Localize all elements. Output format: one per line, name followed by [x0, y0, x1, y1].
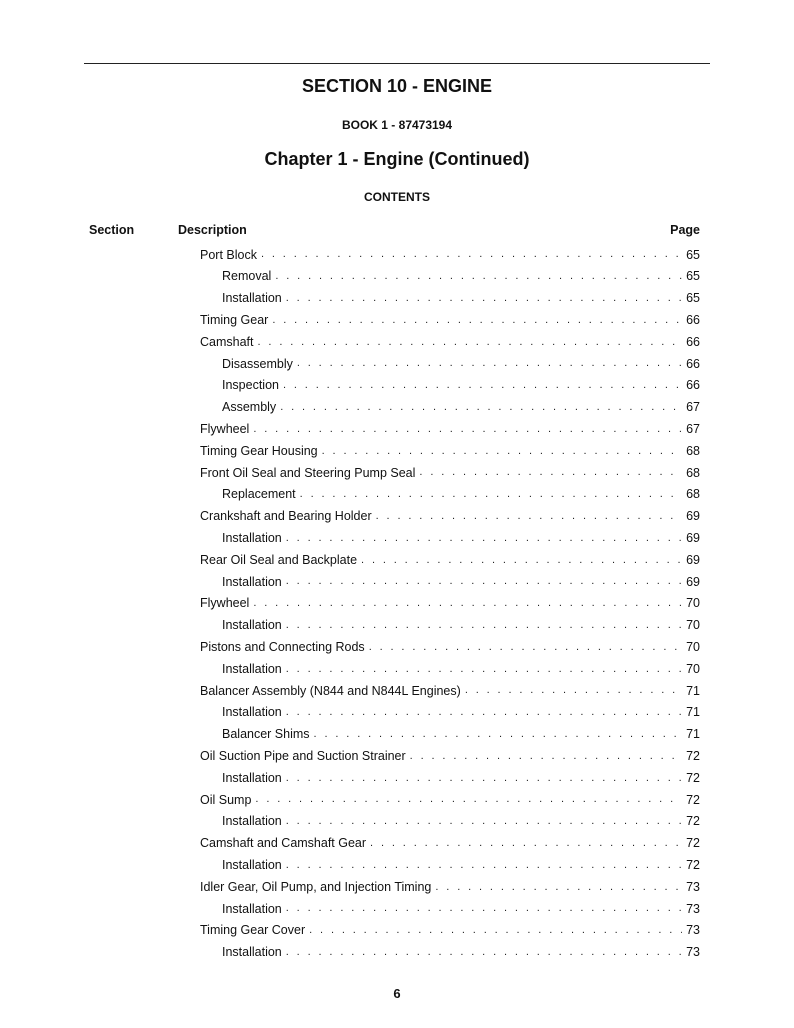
dot-leader: [280, 402, 682, 413]
toc-entry-page: 72: [686, 792, 700, 807]
dot-leader: [286, 860, 682, 871]
toc-entry-title: Crankshaft and Bearing Holder: [200, 509, 372, 524]
toc-entry: [200, 244, 700, 266]
toc-entry: [222, 724, 700, 746]
toc-entry-title: Port Block: [200, 247, 257, 262]
toc-entry-page: 70: [686, 661, 700, 676]
dot-leader: [286, 773, 682, 784]
toc-entry-title: Rear Oil Seal and Backplate: [200, 552, 358, 567]
toc-entry-title: Installation: [222, 661, 282, 676]
toc-entry-page: 71: [686, 705, 700, 720]
toc-entry: [222, 658, 700, 680]
column-header-page: Page: [670, 223, 700, 237]
toc-entry-title: Oil Suction Pipe and Suction Strainer: [200, 748, 406, 763]
toc-entry-page: 72: [686, 770, 700, 785]
top-rule: [84, 63, 710, 64]
toc-entry-title: Front Oil Seal and Steering Pump Seal: [200, 465, 416, 480]
dot-leader: [314, 729, 683, 740]
toc-entry: [200, 331, 700, 353]
toc-entry-page: 65: [686, 247, 700, 262]
table-of-contents: [0, 244, 794, 963]
toc-entry: [222, 527, 700, 549]
chapter-title: Chapter 1 - Engine (Continued): [264, 149, 530, 169]
toc-entry: [222, 375, 700, 397]
dot-leader: [275, 271, 682, 282]
dot-leader: [286, 947, 682, 958]
toc-entry-page: 71: [686, 683, 700, 698]
toc-entry-page: 70: [686, 596, 700, 611]
toc-entry-title: Installation: [222, 814, 282, 829]
toc-entry-title: Timing Gear: [200, 313, 269, 328]
toc-entry-page: 67: [686, 422, 700, 437]
toc-entry-title: Replacement: [222, 487, 296, 502]
toc-entry-title: Oil Sump: [200, 792, 252, 807]
toc-entry: [200, 309, 700, 331]
toc-entry-page: 66: [686, 356, 700, 371]
toc-entry-page: 68: [686, 465, 700, 480]
toc-entry: [200, 593, 700, 615]
dot-leader: [286, 664, 682, 675]
dot-leader: [300, 489, 682, 500]
toc-entry-page: 72: [686, 814, 700, 829]
dot-leader: [253, 598, 682, 609]
toc-entry-title: Disassembly: [222, 356, 293, 371]
dot-leader: [435, 882, 682, 893]
toc-entry-title: Balancer Assembly (N844 and N844L Engines): [200, 683, 461, 698]
toc-entry: [200, 920, 700, 942]
column-header-section: Section: [89, 223, 135, 237]
toc-entry: [222, 397, 700, 419]
dot-leader: [286, 707, 682, 718]
toc-entry-title: Installation: [222, 531, 282, 545]
toc-entry: [200, 876, 700, 898]
dot-leader: [283, 380, 682, 391]
toc-entry: [200, 506, 700, 528]
toc-entry-page: 66: [686, 334, 700, 349]
toc-entry: [222, 484, 700, 506]
dot-leader: [286, 293, 682, 304]
toc-entry-title: Camshaft: [200, 334, 254, 349]
toc-entry-title: Installation: [222, 901, 282, 916]
toc-entry-page: 66: [686, 378, 700, 393]
toc-entry-title: Idler Gear, Oil Pump, and Injection Timing: [200, 879, 432, 894]
contents-heading: CONTENTS: [364, 190, 430, 204]
toc-entry-title: Installation: [222, 770, 282, 785]
toc-entry-page: 72: [686, 857, 700, 872]
page-number: 6: [393, 986, 401, 1001]
dot-leader: [255, 794, 682, 805]
dot-leader: [272, 315, 682, 326]
toc-entry-title: Flywheel: [200, 596, 250, 611]
toc-entry-page: 69: [686, 552, 700, 567]
dot-leader: [258, 337, 683, 348]
toc-entry-title: Inspection: [222, 378, 279, 393]
toc-entry-title: Installation: [222, 857, 282, 872]
toc-entry-title: Timing Gear Housing: [200, 443, 318, 458]
dot-leader: [361, 555, 682, 566]
toc-entry: [222, 571, 700, 593]
toc-entry-title: Assembly: [222, 400, 277, 415]
toc-entry: [222, 811, 700, 833]
toc-entry: [200, 462, 700, 484]
toc-entry-page: 65: [686, 291, 700, 306]
toc-entry-page: 68: [686, 443, 700, 458]
toc-entry-page: 66: [686, 313, 700, 328]
toc-entry-page: 69: [686, 531, 700, 545]
toc-entry-title: Flywheel: [200, 422, 250, 437]
toc-entry-title: Installation: [222, 705, 282, 720]
toc-entry: [200, 440, 700, 462]
toc-entry-page: 73: [686, 901, 700, 916]
dot-leader: [376, 511, 682, 522]
toc-entry-page: 72: [686, 748, 700, 763]
toc-entry: [222, 898, 700, 920]
toc-entry: [222, 767, 700, 789]
section-title: SECTION 10 - ENGINE: [301, 76, 493, 96]
toc-entry-page: 69: [686, 509, 700, 524]
dot-leader: [286, 816, 682, 827]
toc-entry-page: 72: [686, 836, 700, 851]
toc-entry: [222, 353, 700, 375]
toc-entry: [200, 418, 700, 440]
toc-entry-page: 65: [686, 269, 700, 284]
dot-leader: [286, 533, 682, 544]
toc-entry: [200, 833, 700, 855]
toc-entry-page: 67: [686, 400, 700, 415]
book-number: BOOK 1 - 87473194: [341, 118, 453, 132]
toc-entry: [200, 636, 700, 658]
toc-entry-title: Installation: [222, 618, 282, 633]
dot-leader: [286, 576, 682, 587]
dot-leader: [286, 620, 682, 631]
toc-entry-title: Removal: [222, 269, 272, 284]
toc-entry-page: 71: [686, 727, 700, 742]
toc-entry-page: 70: [686, 618, 700, 633]
toc-entry-title: Installation: [222, 945, 282, 960]
dot-leader: [369, 642, 682, 653]
dot-leader: [286, 903, 682, 914]
dot-leader: [261, 249, 682, 260]
toc-entry-title: Camshaft and Camshaft Gear: [200, 836, 367, 851]
toc-entry-title: Timing Gear Cover: [200, 923, 306, 938]
toc-entry-title: Installation: [222, 574, 282, 589]
dot-leader: [322, 446, 682, 457]
toc-entry-title: Installation: [222, 291, 282, 306]
toc-entry-title: Pistons and Connecting Rods: [200, 639, 365, 654]
dot-leader: [309, 925, 682, 936]
toc-entry-page: 68: [686, 487, 700, 502]
dot-leader: [297, 358, 682, 369]
toc-entry: [200, 549, 700, 571]
column-header-description: Description: [178, 223, 247, 237]
toc-entry: [222, 266, 700, 288]
dot-leader: [410, 751, 682, 762]
dot-leader: [253, 424, 682, 435]
toc-entry-page: 69: [686, 574, 700, 589]
toc-entry-page: 70: [686, 639, 700, 654]
toc-entry-title: Balancer Shims: [222, 727, 310, 742]
toc-entry: [222, 288, 700, 310]
toc-entry: [222, 942, 700, 964]
toc-entry: [200, 680, 700, 702]
toc-entry: [222, 615, 700, 637]
toc-entry-page: 73: [686, 879, 700, 894]
dot-leader: [370, 838, 682, 849]
toc-entry-page: 73: [686, 945, 700, 960]
toc-entry: [222, 702, 700, 724]
toc-entry: [200, 789, 700, 811]
dot-leader: [419, 467, 682, 478]
dot-leader: [465, 685, 682, 696]
toc-entry: [222, 854, 700, 876]
toc-entry-page: 73: [686, 923, 700, 938]
toc-entry: [200, 745, 700, 767]
